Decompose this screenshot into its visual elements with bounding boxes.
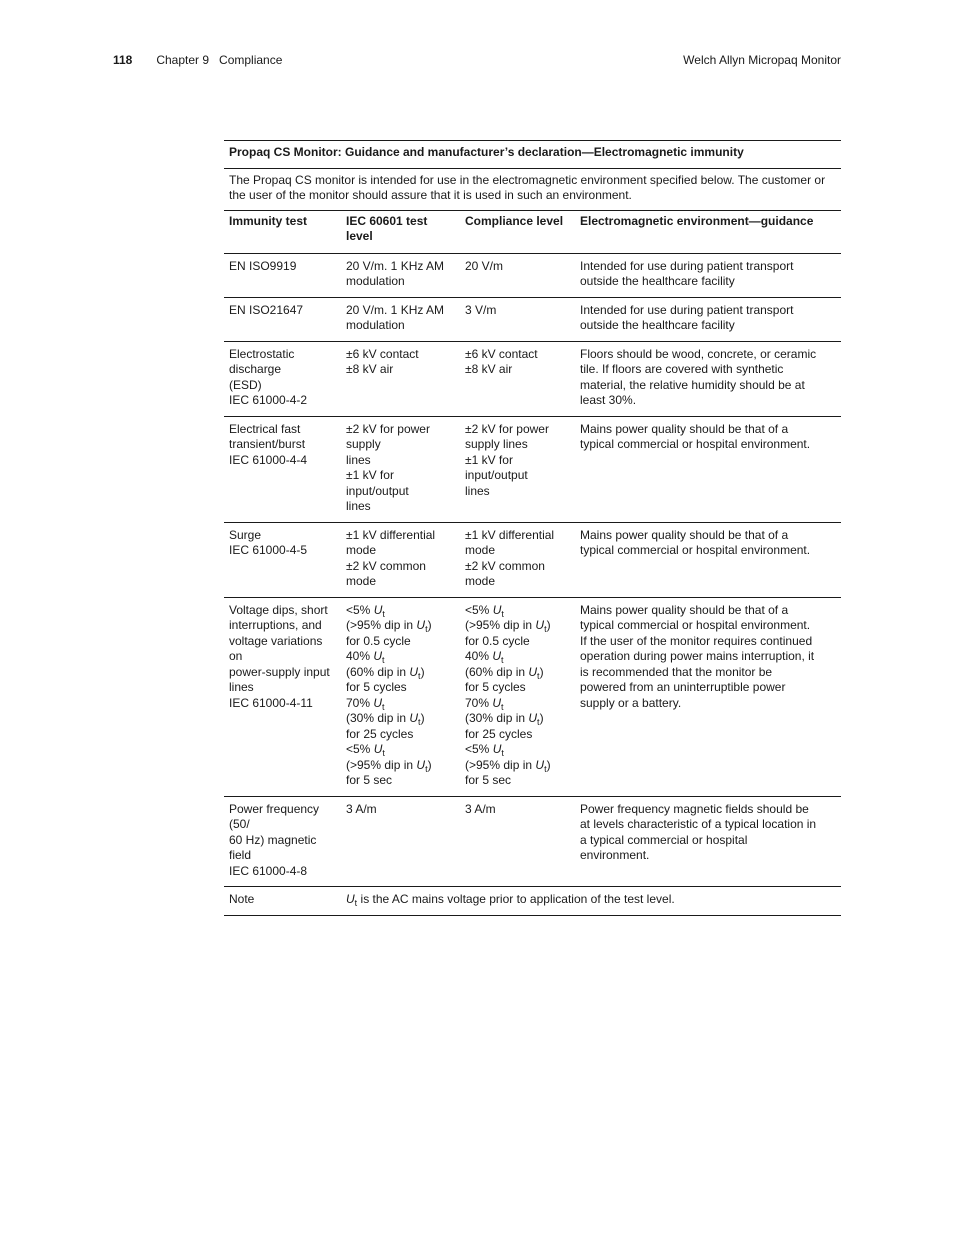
cell-line: 20 V/m. 1 KHz AM [346, 258, 445, 273]
guidance-cell [575, 522, 841, 597]
column-header-guidance: Electromagnetic environment—guidance [575, 210, 841, 253]
cell-line: lines [346, 452, 371, 467]
cell-line: Voltage dips, short [229, 602, 328, 617]
cell-line: ±6 kV contact [346, 346, 419, 361]
cell-line: IEC 61000-4-5 [229, 543, 308, 557]
cell-line: (ESD) [229, 377, 262, 392]
page-number: 118 [113, 53, 133, 67]
cell-line: tile. If floors are covered with synthetic [580, 362, 784, 376]
cell-line: 40% $U_t$ [465, 649, 504, 665]
cell-line: for 25 cycles [346, 726, 414, 741]
cell-line: interruptions, and [229, 618, 322, 632]
cell-line: ±1 kV differential [465, 527, 555, 542]
cell-line: (60% dip in $U_t$) [346, 664, 425, 681]
cell-line: (>95% dip in $U_t$) [465, 618, 551, 634]
cell-line: 3 A/m [346, 801, 377, 816]
table-title-row [224, 141, 841, 169]
cell-line: lines [229, 680, 254, 694]
guidance-cell [575, 416, 841, 522]
cell-line: IEC 61000-4-11 [229, 695, 313, 710]
table-intro: The Propaq CS monitor is intended for use in the electromagnetic environment specified below. The customer or the user of the monitor should assure that it is used in such an environment. [224, 168, 841, 210]
cell-line: for 25 cycles [465, 726, 533, 741]
table-intro-row [224, 168, 841, 210]
note-label: Note [224, 887, 341, 916]
cell-line: for 5 sec [346, 773, 393, 787]
column-header-compliance-level: Compliance level [460, 210, 575, 253]
table-header-row [224, 210, 841, 253]
cell-line: 20 V/m. 1 KHz AM [346, 302, 445, 317]
note-text: $U_t$ is the AC mains voltage prior to application of the test level. [341, 887, 841, 916]
cell-line: (60% dip in $U_t$) [465, 664, 544, 681]
immunity-table [224, 140, 841, 916]
immunity-test-cell [224, 597, 341, 796]
immunity-test-cell [224, 796, 341, 887]
cell-line: Intended for use during patient transport [580, 302, 794, 317]
compliance-level-cell [460, 796, 575, 887]
cell-line: power-supply input [229, 664, 330, 679]
cell-line: typical commercial or hospital environment. [580, 543, 811, 557]
table-row [224, 597, 841, 796]
chapter-title: Chapter 9 Compliance [156, 53, 283, 67]
cell-line: ±2 kV common mode [465, 558, 549, 588]
guidance-cell [575, 796, 841, 887]
compliance-level-cell [460, 416, 575, 522]
cell-line: (>95% dip in $U_t$) [465, 757, 551, 774]
cell-line: typical commercial or hospital environment. [580, 437, 811, 451]
iec-level-cell [341, 416, 460, 522]
cell-line: supply lines [465, 437, 528, 451]
column-header-immunity-test: Immunity test [224, 210, 341, 253]
iec-level-cell [341, 297, 460, 341]
running-header [113, 52, 841, 68]
cell-line: material, the relative humidity should be at [580, 377, 805, 392]
cell-line: mode [465, 543, 496, 557]
table-row [224, 253, 841, 297]
iec-level-cell [341, 522, 460, 597]
immunity-test-cell [224, 253, 341, 297]
guidance-cell [575, 297, 841, 341]
cell-line: outside the healthcare facility [580, 318, 735, 332]
cell-line: ±2 kV common mode [346, 558, 430, 588]
cell-line: IEC 61000-4-8 [229, 863, 308, 878]
cell-line: a typical commercial or hospital [580, 832, 748, 847]
cell-line: <5% $U_t$ [465, 602, 504, 619]
guidance-cell [575, 597, 841, 796]
guidance-cell [575, 341, 841, 416]
cell-line: ±1 kV for input/output [465, 452, 528, 482]
iec-level-cell [341, 341, 460, 416]
cell-line: for 0.5 cycle [346, 633, 411, 648]
cell-line: operation during power mains interruption, it [580, 649, 815, 663]
cell-line: Power frequency (50/ [229, 801, 323, 831]
cell-line: Mains power quality should be that of a [580, 602, 789, 617]
cell-line: for 0.5 cycle [465, 633, 530, 648]
product-name: Welch Allyn Micropaq Monitor [683, 53, 841, 67]
cell-line: modulation [346, 274, 405, 288]
cell-line: 70% $U_t$ [465, 695, 504, 712]
cell-line: ±2 kV for power supply [346, 421, 434, 451]
cell-line: supply or a battery. [580, 695, 682, 710]
immunity-test-cell [224, 416, 341, 522]
cell-line: ±1 kV differential mode [346, 527, 439, 557]
cell-line: typical commercial or hospital environment. [580, 618, 811, 632]
note-row [224, 887, 841, 916]
table-row [224, 341, 841, 416]
cell-line: (30% dip in $U_t$) [465, 711, 544, 727]
compliance-level-cell [460, 253, 575, 297]
cell-line: 70% $U_t$ [346, 695, 385, 712]
cell-line: Power frequency magnetic fields should be [580, 801, 809, 816]
compliance-level-cell [460, 341, 575, 416]
cell-line: Floors should be wood, concrete, or ceramic [580, 346, 817, 361]
cell-line: is recommended that the monitor be [580, 664, 773, 679]
column-header-iec-level: IEC 60601 test level [341, 210, 460, 253]
cell-line: transient/burst [229, 437, 306, 451]
cell-line: IEC 61000-4-4 [229, 452, 308, 467]
cell-line: lines [465, 483, 490, 498]
cell-line: lines [346, 499, 371, 513]
iec-level-cell [341, 796, 460, 887]
table-title: Propaq CS Monitor: Guidance and manufacturer’s declaration—Electromagnetic immunity [224, 141, 841, 169]
iec-level-cell [341, 253, 460, 297]
table-row [224, 796, 841, 887]
cell-line: 20 V/m [465, 258, 504, 273]
cell-line: outside the healthcare facility [580, 274, 735, 288]
cell-line: 60 Hz) magnetic field [229, 832, 320, 862]
cell-line: If the user of the monitor requires continued [580, 633, 813, 648]
cell-line: for 5 cycles [465, 680, 526, 694]
cell-line: Mains power quality should be that of a [580, 527, 789, 542]
iec-level-cell [341, 597, 460, 796]
immunity-test-cell [224, 341, 341, 416]
cell-line: ±2 kV for power [465, 421, 549, 436]
cell-line: voltage variations on [229, 633, 326, 663]
table-row [224, 416, 841, 522]
cell-line: <5% $U_t$ [465, 742, 504, 758]
cell-line: Electrical fast [229, 421, 301, 436]
cell-line: powered from an uninterruptible power [580, 680, 786, 694]
table-row [224, 522, 841, 597]
cell-line: 3 A/m [465, 801, 496, 816]
cell-line: ±6 kV contact [465, 346, 538, 361]
cell-line: ±8 kV air [346, 362, 394, 376]
cell-line: 3 V/m [465, 302, 497, 317]
cell-line: EN ISO9919 [229, 258, 297, 273]
cell-line: ±1 kV for input/output [346, 468, 409, 498]
cell-line: (>95% dip in $U_t$) [346, 757, 432, 774]
guidance-cell [575, 253, 841, 297]
compliance-level-cell [460, 522, 575, 597]
cell-line: for 5 sec [465, 773, 512, 787]
cell-line: <5% $U_t$ [346, 602, 385, 619]
cell-line: (30% dip in $U_t$) [346, 711, 425, 727]
immunity-test-cell [224, 522, 341, 597]
cell-line: Electrostatic discharge [229, 346, 298, 376]
cell-line: modulation [346, 318, 405, 332]
cell-line: at levels characteristic of a typical location in [580, 817, 817, 831]
cell-line: environment. [580, 848, 650, 862]
cell-line: least 30%. [580, 393, 637, 407]
compliance-level-cell [460, 297, 575, 341]
cell-line: EN ISO21647 [229, 302, 304, 317]
table-row [224, 297, 841, 341]
cell-line: ±8 kV air [465, 362, 513, 376]
cell-line: <5% $U_t$ [346, 742, 385, 758]
cell-line: 40% $U_t$ [346, 649, 385, 665]
cell-line: Intended for use during patient transport [580, 258, 794, 273]
cell-line: Surge [229, 527, 262, 542]
cell-line: for 5 cycles [346, 680, 407, 694]
cell-line: IEC 61000-4-2 [229, 393, 308, 407]
immunity-test-cell [224, 297, 341, 341]
compliance-level-cell [460, 597, 575, 796]
cell-line: (>95% dip in $U_t$) [346, 618, 432, 634]
cell-line: Mains power quality should be that of a [580, 421, 789, 436]
